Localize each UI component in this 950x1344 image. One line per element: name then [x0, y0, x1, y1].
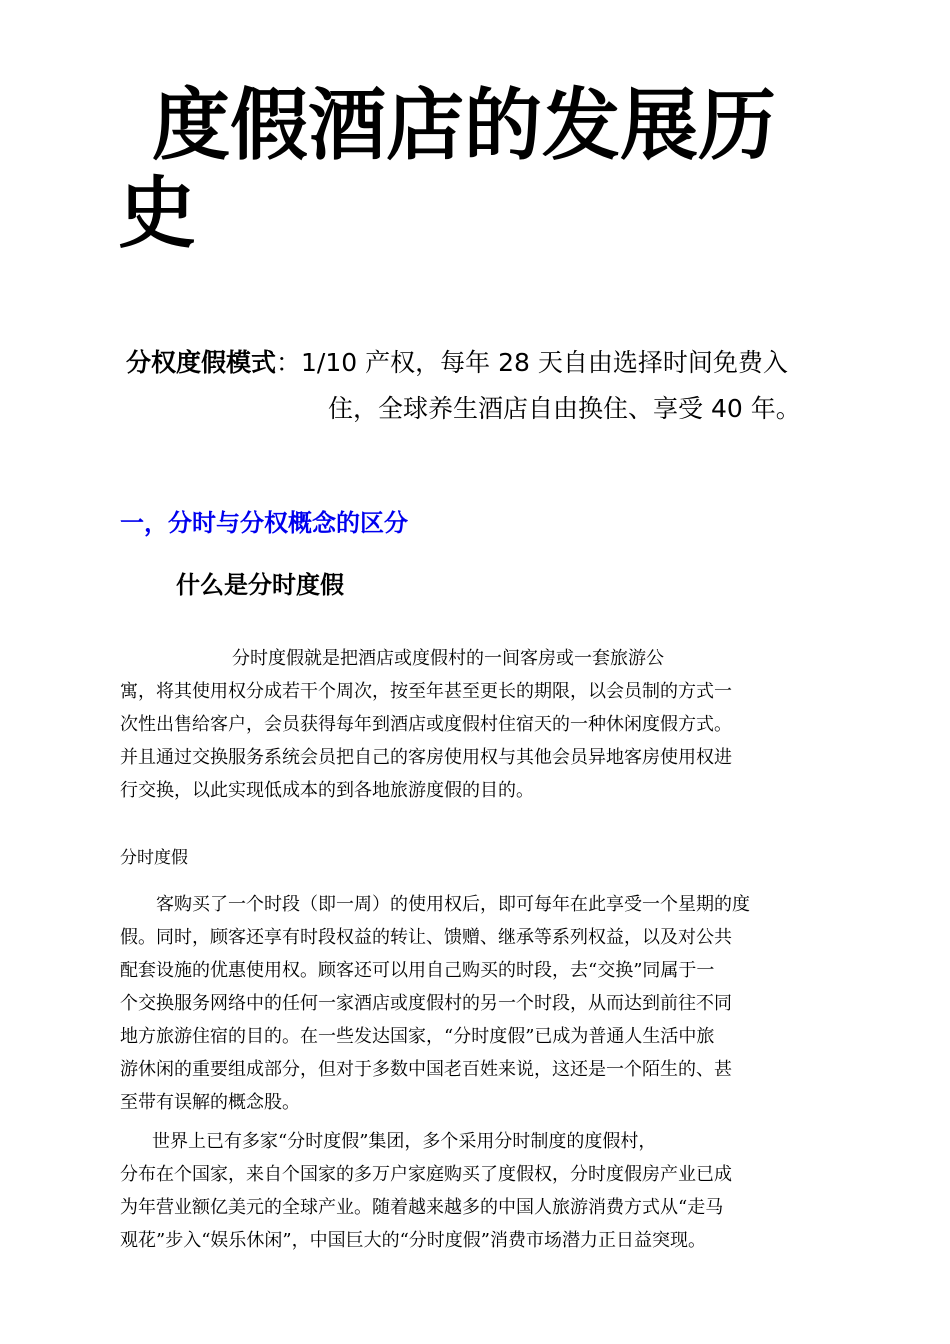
mode-colon: ：: [276, 348, 302, 377]
paragraph-line: 观花”步入“娱乐休闲”，中国巨大的“分时度假”消费市场潜力正日益突现。: [120, 1230, 707, 1251]
paragraph-line: 地方旅游住宿的目的。在一些发达国家，“分时度假”已成为普通人生活中旅: [120, 1026, 715, 1047]
sub-heading-what-is-timeshare: 什么是分时度假: [176, 571, 344, 599]
document-title: [118, 82, 818, 258]
mode-label: 分权度假模式: [126, 348, 277, 377]
paragraph-line: 分时度假就是把酒店或度假村的一间客房或一套旅游公: [232, 648, 664, 669]
paragraph-line: 配套设施的优惠使用权。顾客还可以用自己购买的时段，去“交换”同属于一: [120, 960, 715, 981]
paragraph-line: 假。同时，顾客还享有时段权益的转让、馈赠、继承等系列权益，以及对公共: [120, 927, 732, 948]
paragraph-customer-rights: [120, 888, 836, 1119]
paragraph-line: 并且通过交换服务系统会员把自己的客房使用权与其他会员异地客房使用权进: [120, 747, 732, 768]
mode-line-2: 住，全球养生酒店自由换住、享受 40 年。: [328, 394, 801, 423]
paragraph-line: 至带有误解的概念股。: [120, 1092, 300, 1113]
paragraph-global-industry: [120, 1125, 836, 1257]
paragraph-line: 寓，将其使用权分成若干个周次，按至年甚至更长的期限，以会员制的方式一: [120, 681, 732, 702]
paragraph-definition: [120, 642, 840, 807]
title-line-1: 度假酒店的发展历: [152, 81, 777, 171]
paragraph-line: 客购买了一个时段（即一周）的使用权后，即可每年在此享受一个星期的度: [156, 894, 750, 915]
mode-line-1: 1/10 产权，每年 28 天自由选择时间免费入: [301, 348, 788, 377]
paragraph-line: 为年营业额亿美元的全球产业。随着越来越多的中国人旅游消费方式从“走马: [120, 1197, 724, 1218]
section-heading-concepts: 一，分时与分权概念的区分: [120, 509, 408, 537]
title-line-2: 史: [118, 169, 197, 259]
paragraph-line: 次性出售给客户，会员获得每年到酒店或度假村住宿天的一种休闲度假方式。: [120, 714, 732, 735]
small-label-timeshare: 分时度假: [120, 848, 188, 868]
timeshare-mode-summary: [126, 340, 846, 432]
paragraph-line: 行交换，以此实现低成本的到各地旅游度假的目的。: [120, 780, 534, 801]
paragraph-line: 游休闲的重要组成部分，但对于多数中国老百姓来说，这还是一个陌生的、甚: [120, 1059, 732, 1080]
paragraph-line: 分布在个国家，来自个国家的多万户家庭购买了度假权，分时度假房产业已成: [120, 1164, 732, 1185]
paragraph-line: 世界上已有多家“分时度假”集团，多个采用分时制度的度假村，: [152, 1131, 657, 1152]
paragraph-line: 个交换服务网络中的任何一家酒店或度假村的另一个时段，从而达到前往不同: [120, 993, 732, 1014]
